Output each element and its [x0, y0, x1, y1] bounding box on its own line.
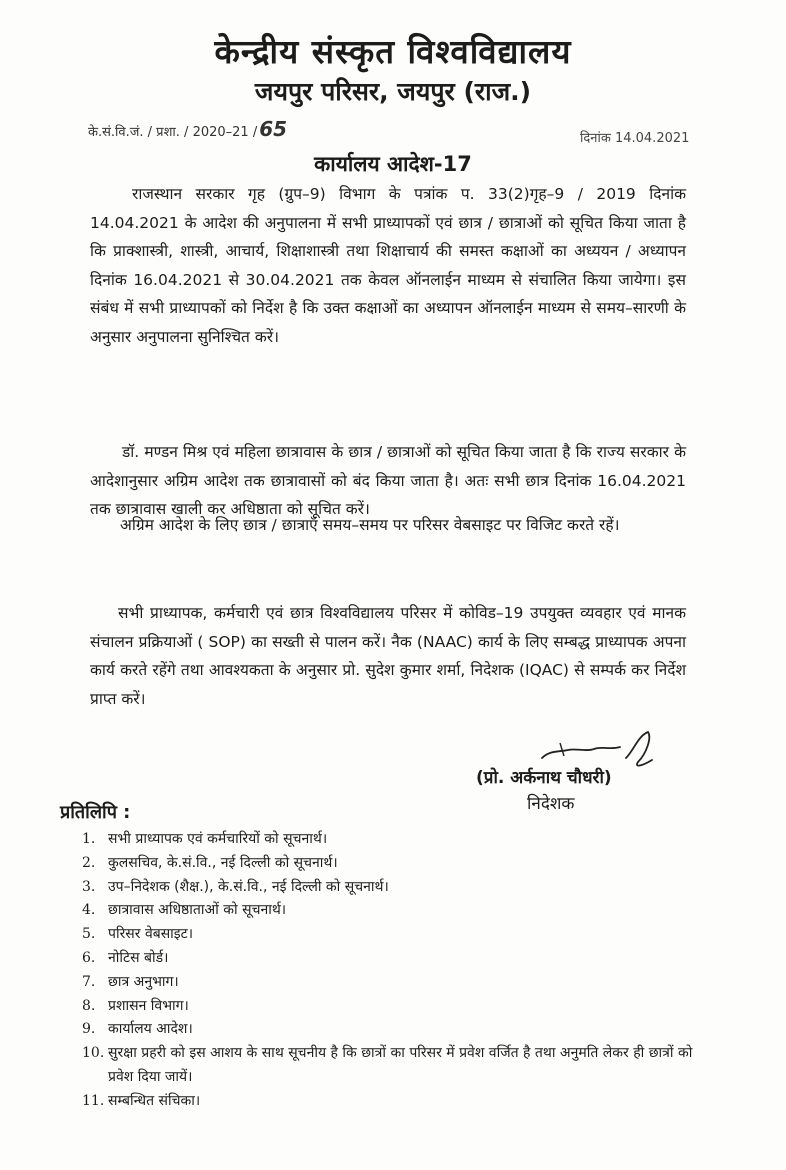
- copy-to-item: 10. सुरक्षा प्रहरी को इस आशय के साथ सूचनीय है कि छात्रों का परिसर में प्रवेश वर्जित है तथा अनुमति लेकर ही छात्रों को प्रवेश दिया जायें।: [82, 1045, 693, 1085]
- copy-to-item: 3. उप–निदेशक (शैक्ष.), के.सं.वि., नई दिल्ली को सूचनार्थ।: [82, 878, 389, 895]
- copy-to-list: [82, 828, 702, 1114]
- institution-name: केन्द्रीय संस्कृत विश्वविद्यालय: [214, 32, 572, 71]
- signatory-name: (प्रो. अर्कनाथ चौधरी): [476, 768, 612, 788]
- copy-to-item: 6. नोटिस बोर्ड।: [82, 949, 169, 966]
- order-title: कार्यालय आदेश-17: [314, 152, 472, 176]
- campus-name: जयपुर परिसर, जयपुर (राज.): [254, 77, 532, 106]
- reference-handwritten-number: 65: [259, 117, 288, 141]
- reference-number: [88, 117, 287, 141]
- copy-to-heading: प्रतिलिपि :: [60, 802, 131, 823]
- copy-to-item: 11. सम्बन्धित संचिका।: [82, 1092, 201, 1109]
- paragraph-hostel-closure: डॉ. मण्डन मिश्र एवं महिला छात्रावास के छात्र / छात्राओं को सूचित किया जाता है कि राज्य सरकार के आदेशानुसार अग्रिम आदेश तक छात्रावासों को बंद किया जाता है। अतः सभी छात्र दिनांक 16.04.2021 तक छात्रावास खाली कर अधिष्ठाता को सूचित करें।: [90, 443, 686, 518]
- copy-to-item: 2. कुलसचिव, के.सं.वि., नई दिल्ली को सूचनार्थ।: [82, 854, 338, 871]
- paragraph-website-visit: अग्रिम आदेश के लिए छात्र / छात्राएँ समय–समय पर परिसर वेबसाइट पर विजिट करते रहें।: [120, 516, 620, 534]
- paragraph-online-classes: राजस्थान सरकार गृह (ग्रुप–9) विभाग के पत्रांक प. 33(2)गृह–9 / 2019 दिनांक 14.04.2021 के आदेश की अनुपालना में सभी प्राध्यापकों एवं छात्र / छात्राओं को सूचित किया जाता है कि प्राक्शास्त्री, शास्त्री, आचार्य, शिक्षाशास्त्री तथा शिक्षाचार्य की समस्त कक्षाओं का अध्ययन / अध्यापन दिनांक 16.04.2021 से 30.04.2021 तक केवल ऑनलाईन माध्यम से संचालित किया जायेगा। इस संबंध में सभी प्राध्यापकों को निर्देश है कि उक्त कक्षाओं का अध्यापन ऑनलाईन माध्यम से समय–सारणी के अनुसार अनुपालना सुनिश्चित करें।: [90, 185, 686, 346]
- copy-to-item: 9. कार्यालय आदेश।: [82, 1021, 193, 1038]
- order-date: दिनांक 14.04.2021: [580, 131, 690, 146]
- copy-to-item: 8. प्रशासन विभाग।: [82, 997, 189, 1014]
- copy-to-item: 5. परिसर वेबसाइट।: [82, 926, 194, 943]
- copy-to-item: 1. सभी प्राध्यापक एवं कर्मचारियों को सूचनार्थ।: [82, 831, 328, 847]
- reference-prefix: के.सं.वि.जं. / प्रशा. / 2020–21 /: [88, 125, 258, 140]
- paragraph-covid-conduct: सभी प्राध्यापक, कर्मचारी एवं छात्र विश्वविद्यालय परिसर में कोविड–19 उपयुक्त व्यवहार एवं मानक संचालन प्रक्रियाओं ( SOP) का सख्ती से पालन करें। नैक (NAAC) कार्य के लिए सम्बद्ध प्राध्यापक अपना कार्य करते रहेंगे तथा आवश्यकता के अनुसार प्रो. सुदेश कुमार शर्मा, निदेशक (IQAC) से सम्पर्क कर निर्देश प्राप्त करें।: [90, 604, 686, 708]
- copy-to-item: 4. छात्रावास अधिष्ठाताओं को सूचनार्थ।: [82, 902, 287, 919]
- copy-to-item: 7. छात्र अनुभाग।: [82, 973, 179, 990]
- signatory-designation: निदेशक: [527, 794, 575, 814]
